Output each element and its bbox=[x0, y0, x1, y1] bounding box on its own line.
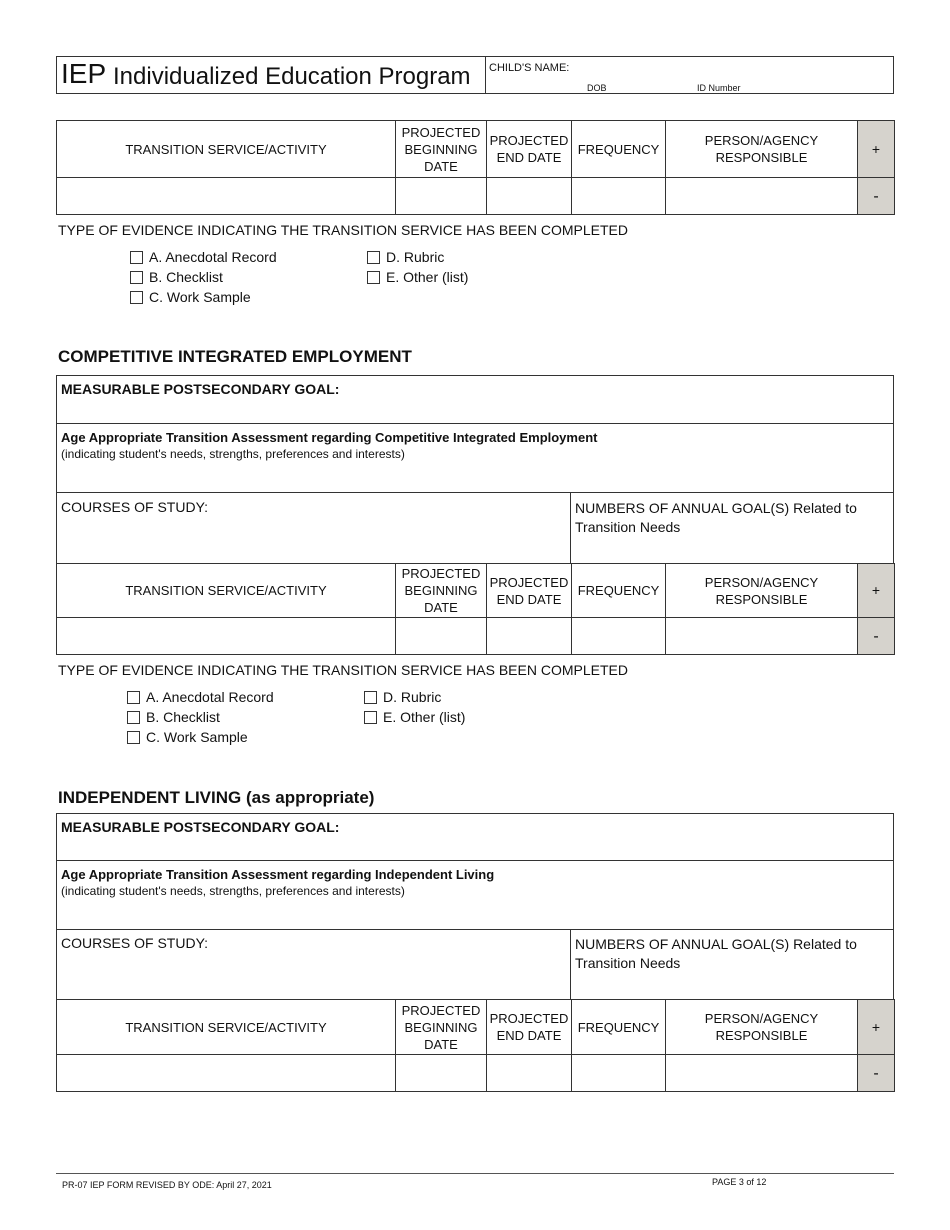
activity-input[interactable] bbox=[57, 618, 396, 655]
courses-box[interactable] bbox=[56, 929, 571, 1000]
checkbox[interactable] bbox=[367, 271, 380, 284]
transition-service-table bbox=[56, 563, 895, 655]
frequency-input[interactable] bbox=[572, 1055, 666, 1092]
assessment-label: Age Appropriate Transition Assessment regarding Competitive Integrated Employment bbox=[61, 430, 598, 445]
annual-goals-label: NUMBERS OF ANNUAL GOAL(S) Related to Transition Needs bbox=[575, 500, 857, 535]
form-title: Individualized Education Program bbox=[113, 63, 471, 90]
begin-date-input[interactable] bbox=[396, 618, 487, 655]
col-end-date: PROJECTED END DATE bbox=[487, 121, 572, 178]
evidence-option-e[interactable]: E. Other (list) bbox=[364, 709, 465, 725]
evidence-option-c[interactable]: C. Work Sample bbox=[130, 289, 251, 305]
person-agency-input[interactable] bbox=[666, 178, 858, 215]
add-row-button[interactable]: + bbox=[858, 1000, 895, 1055]
assessment-box[interactable] bbox=[56, 860, 894, 930]
goal-box[interactable] bbox=[56, 813, 894, 861]
checkbox[interactable] bbox=[367, 251, 380, 264]
child-name-label: CHILD'S NAME: bbox=[489, 62, 570, 74]
section-title-employment: COMPETITIVE INTEGRATED EMPLOYMENT bbox=[58, 347, 412, 366]
col-begin-date: PROJECTED BEGINNING DATE bbox=[396, 121, 487, 178]
transition-service-table bbox=[56, 999, 895, 1092]
checkbox[interactable] bbox=[127, 731, 140, 744]
assessment-box[interactable] bbox=[56, 423, 894, 493]
person-agency-input[interactable] bbox=[666, 618, 858, 655]
id-number-label: ID Number bbox=[697, 83, 741, 93]
transition-service-table bbox=[56, 120, 895, 215]
col-frequency: FREQUENCY bbox=[572, 1000, 666, 1055]
frequency-input[interactable] bbox=[572, 178, 666, 215]
evidence-option-b[interactable]: B. Checklist bbox=[127, 709, 220, 725]
col-end-date: PROJECTED END DATE bbox=[487, 564, 572, 618]
col-frequency: FREQUENCY bbox=[572, 121, 666, 178]
add-row-button[interactable]: + bbox=[858, 121, 895, 178]
header-divider bbox=[485, 56, 486, 94]
assessment-sub: (indicating student's needs, strengths, preferences and interests) bbox=[61, 884, 405, 898]
checkbox[interactable] bbox=[127, 711, 140, 724]
begin-date-input[interactable] bbox=[396, 178, 487, 215]
end-date-input[interactable] bbox=[487, 1055, 572, 1092]
remove-row-button[interactable]: - bbox=[858, 1055, 895, 1092]
person-agency-input[interactable] bbox=[666, 1055, 858, 1092]
checkbox[interactable] bbox=[127, 691, 140, 704]
evidence-option-d[interactable]: D. Rubric bbox=[364, 689, 441, 705]
col-person-agency: PERSON/AGENCY RESPONSIBLE bbox=[666, 564, 858, 618]
evidence-option-c[interactable]: C. Work Sample bbox=[127, 729, 248, 745]
assessment-label: Age Appropriate Transition Assessment regarding Independent Living bbox=[61, 867, 495, 882]
col-end-date: PROJECTED END DATE bbox=[487, 1000, 572, 1055]
evidence-option-a[interactable]: A. Anecdotal Record bbox=[127, 689, 274, 705]
evidence-option-a[interactable]: A. Anecdotal Record bbox=[130, 249, 277, 265]
checkbox[interactable] bbox=[130, 251, 143, 264]
checkbox[interactable] bbox=[364, 711, 377, 724]
col-frequency: FREQUENCY bbox=[572, 564, 666, 618]
end-date-input[interactable] bbox=[487, 178, 572, 215]
add-row-button[interactable]: + bbox=[858, 564, 895, 618]
frequency-input[interactable] bbox=[572, 618, 666, 655]
evidence-option-b[interactable]: B. Checklist bbox=[130, 269, 223, 285]
evidence-option-e[interactable]: E. Other (list) bbox=[367, 269, 468, 285]
checkbox[interactable] bbox=[364, 691, 377, 704]
goal-label: MEASURABLE POSTSECONDARY GOAL: bbox=[61, 381, 340, 397]
evidence-option-d[interactable]: D. Rubric bbox=[367, 249, 444, 265]
courses-label: COURSES OF STUDY: bbox=[61, 499, 209, 515]
annual-goals-box[interactable] bbox=[570, 492, 894, 564]
evidence-title: TYPE OF EVIDENCE INDICATING THE TRANSITION SERVICE HAS BEEN COMPLETED bbox=[58, 662, 628, 678]
col-activity: TRANSITION SERVICE/ACTIVITY bbox=[57, 564, 396, 618]
col-person-agency: PERSON/AGENCY RESPONSIBLE bbox=[666, 121, 858, 178]
activity-input[interactable] bbox=[57, 178, 396, 215]
courses-label: COURSES OF STUDY: bbox=[61, 935, 209, 951]
form-header bbox=[56, 56, 894, 94]
goal-label: MEASURABLE POSTSECONDARY GOAL: bbox=[61, 819, 340, 835]
footer-divider bbox=[56, 1173, 894, 1174]
checkbox[interactable] bbox=[130, 271, 143, 284]
annual-goals-box[interactable] bbox=[570, 929, 894, 1000]
checkbox[interactable] bbox=[130, 291, 143, 304]
col-activity: TRANSITION SERVICE/ACTIVITY bbox=[57, 1000, 396, 1055]
col-begin-date: PROJECTED BEGINNING DATE bbox=[396, 564, 487, 618]
col-begin-date: PROJECTED BEGINNING DATE bbox=[396, 1000, 487, 1055]
activity-input[interactable] bbox=[57, 1055, 396, 1092]
remove-row-button[interactable]: - bbox=[858, 618, 895, 655]
goal-box[interactable] bbox=[56, 375, 894, 424]
footer-page-number: PAGE 3 of 12 bbox=[712, 1177, 767, 1187]
dob-label: DOB bbox=[587, 83, 607, 93]
courses-box[interactable] bbox=[56, 492, 571, 564]
annual-goals-label: NUMBERS OF ANNUAL GOAL(S) Related to Transition Needs bbox=[575, 936, 857, 971]
col-activity: TRANSITION SERVICE/ACTIVITY bbox=[57, 121, 396, 178]
begin-date-input[interactable] bbox=[396, 1055, 487, 1092]
remove-row-button[interactable]: - bbox=[858, 178, 895, 215]
assessment-sub: (indicating student's needs, strengths, preferences and interests) bbox=[61, 447, 405, 461]
section-title-independent-living: INDEPENDENT LIVING (as appropriate) bbox=[58, 788, 375, 807]
end-date-input[interactable] bbox=[487, 618, 572, 655]
evidence-title: TYPE OF EVIDENCE INDICATING THE TRANSITION SERVICE HAS BEEN COMPLETED bbox=[58, 222, 628, 238]
footer-form-id: PR-07 IEP FORM REVISED BY ODE: April 27, 2021 bbox=[62, 1180, 272, 1190]
iep-label: IEP bbox=[61, 58, 107, 89]
col-person-agency: PERSON/AGENCY RESPONSIBLE bbox=[666, 1000, 858, 1055]
